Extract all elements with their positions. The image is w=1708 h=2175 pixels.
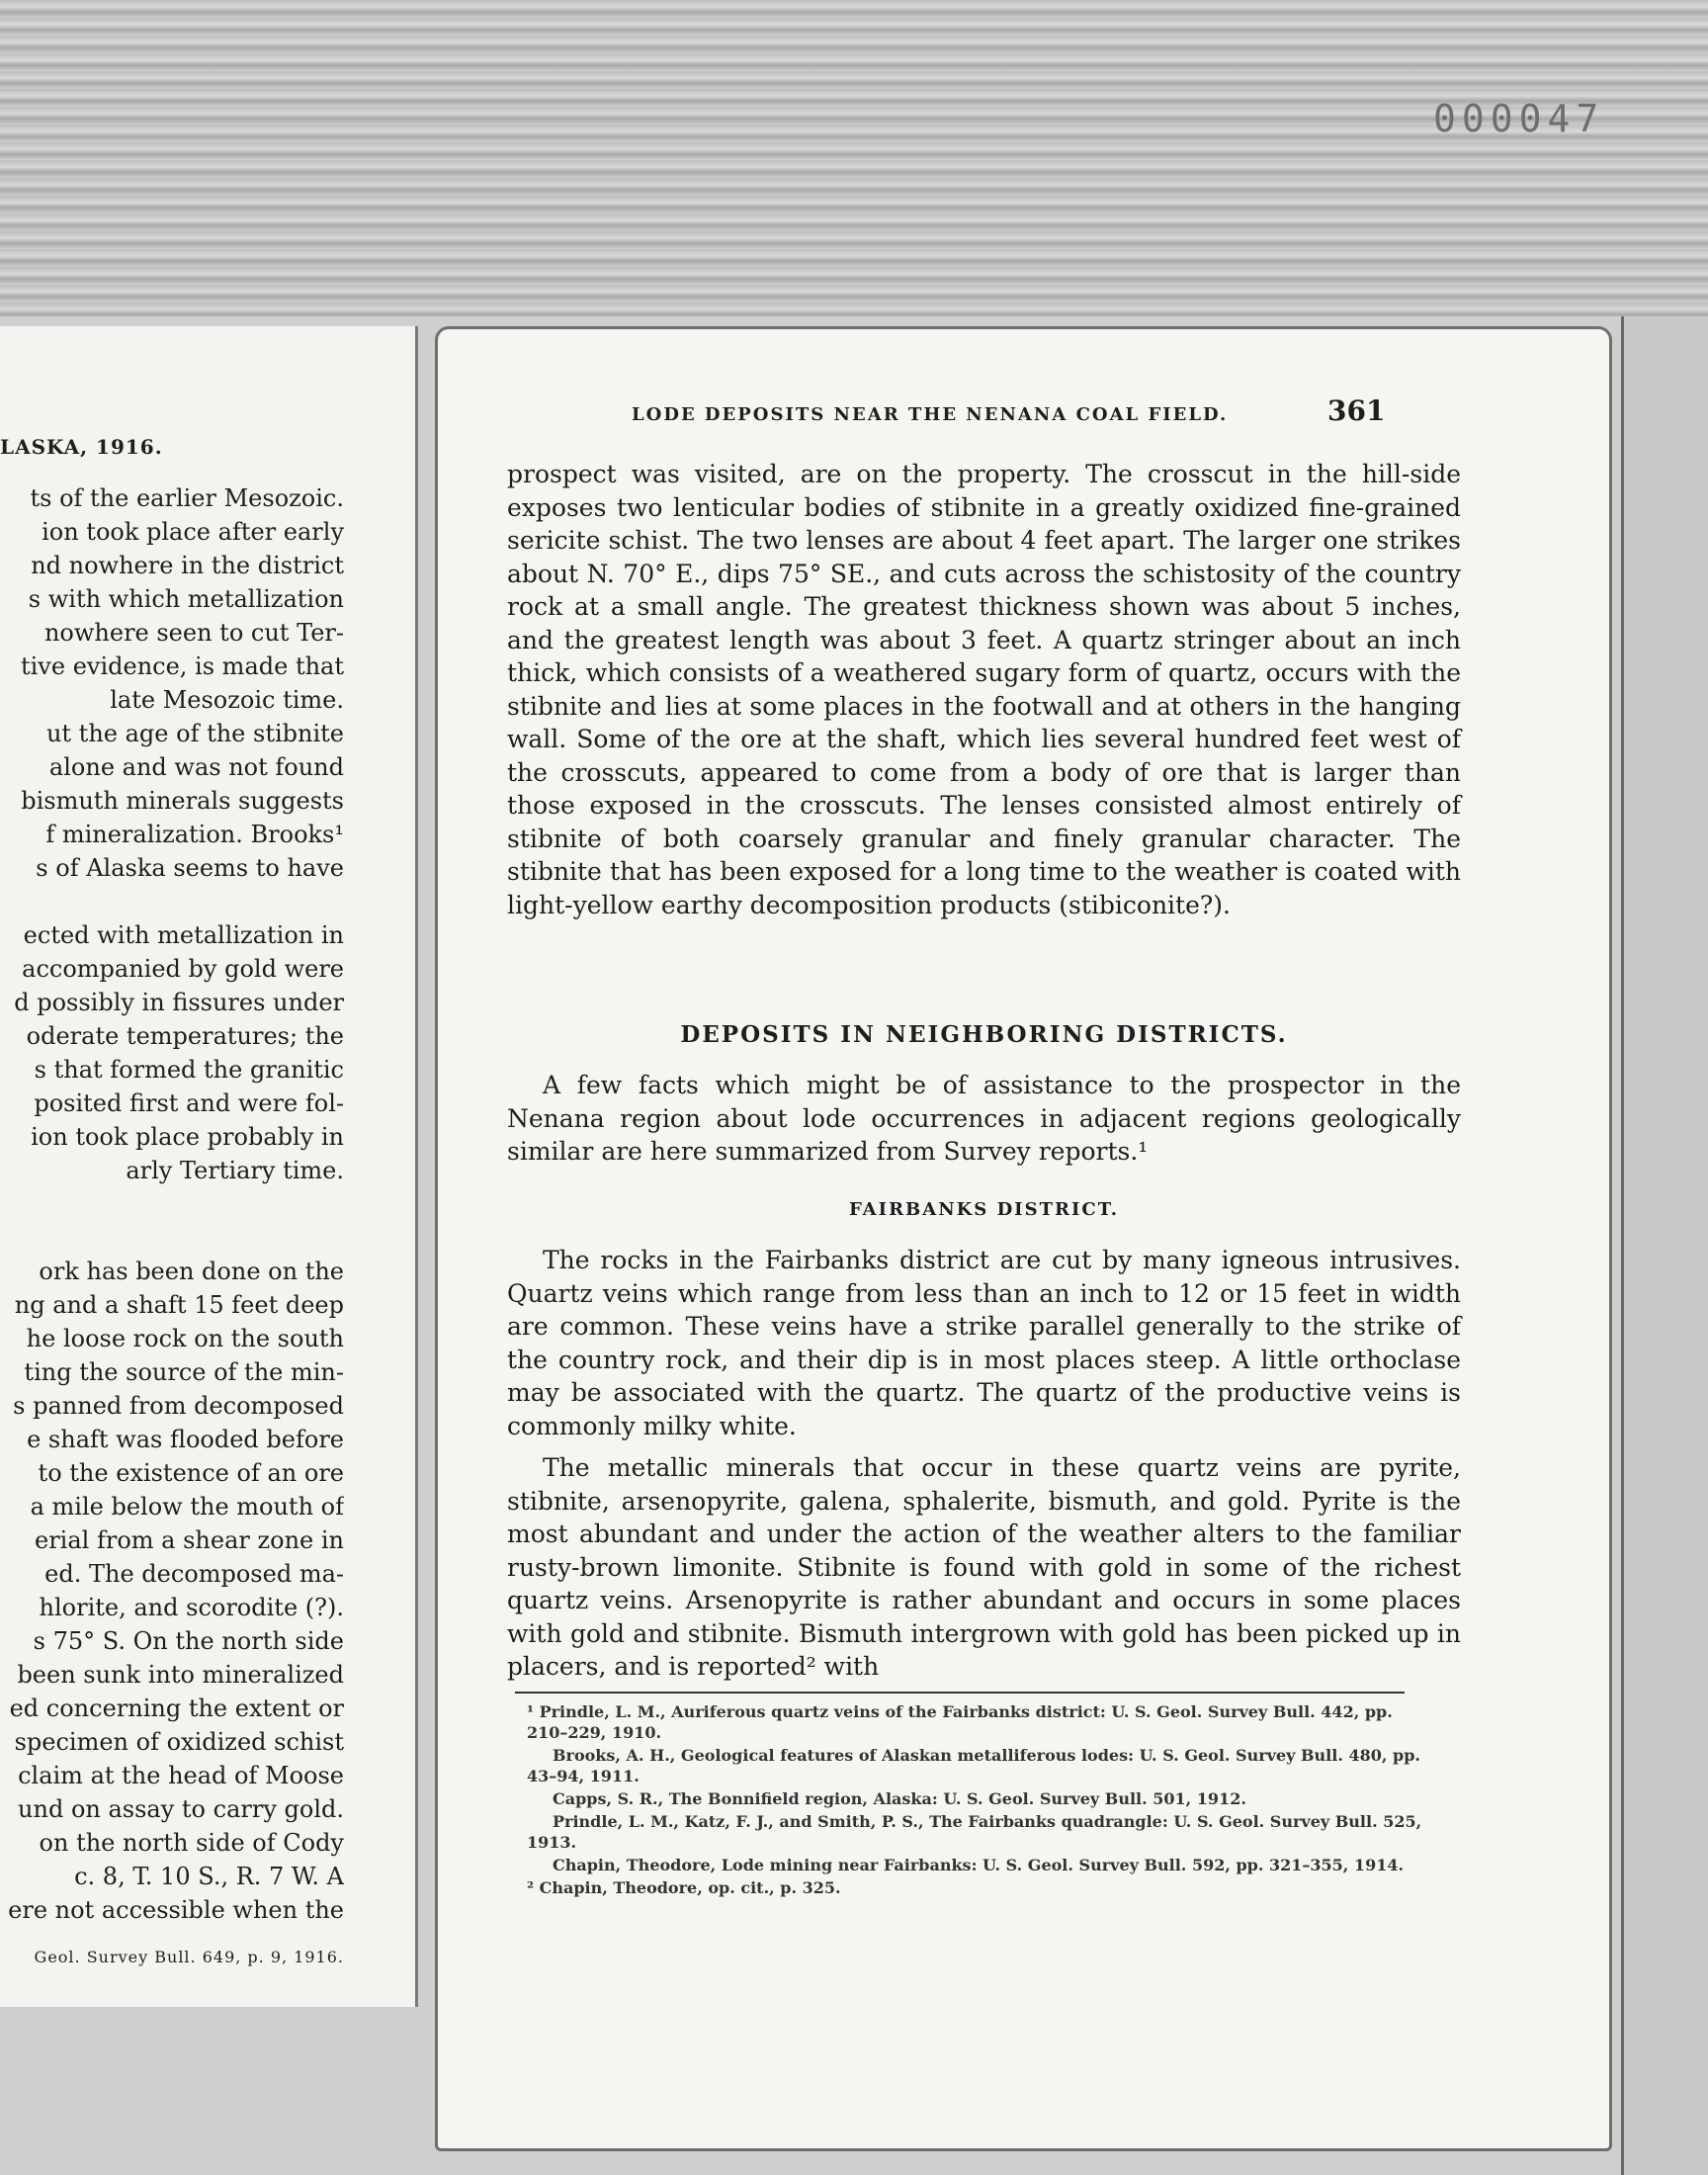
left-line: he loose rock on the south bbox=[26, 1325, 344, 1352]
left-line: ion took place probably in bbox=[31, 1123, 344, 1151]
left-line: ected with metallization in bbox=[23, 921, 344, 949]
footnotes bbox=[527, 1701, 1426, 1900]
paragraph-3-block bbox=[507, 1244, 1461, 1442]
footnote: ² Chapin, Theodore, op. cit., p. 325. bbox=[527, 1878, 841, 1897]
left-page bbox=[0, 326, 418, 2007]
left-line: s that formed the granitic bbox=[34, 1056, 344, 1084]
paragraph-2-block bbox=[507, 1069, 1461, 1169]
left-line: ork has been done on the bbox=[39, 1258, 344, 1285]
left-line: specimen of oxidized schist bbox=[14, 1728, 344, 1756]
footnote-rule bbox=[515, 1692, 1405, 1694]
subsection-heading: FAIRBANKS DISTRICT. bbox=[848, 1199, 1120, 1220]
left-line: been sunk into mineralized bbox=[17, 1661, 344, 1689]
paragraph-1-block bbox=[507, 458, 1461, 921]
footnote: Chapin, Theodore, Lode mining near Fairbanks: U. S. Geol. Survey Bull. 592, pp. 321–355, 1914. bbox=[553, 1856, 1405, 1874]
left-line: s 75° S. On the north side bbox=[33, 1627, 344, 1655]
left-line: on the north side of Cody bbox=[39, 1829, 344, 1857]
left-line: d possibly in fissures under bbox=[14, 989, 344, 1016]
left-line: s panned from decomposed bbox=[13, 1392, 344, 1420]
left-line: c. 8, T. 10 S., R. 7 W. A bbox=[74, 1863, 344, 1890]
left-line: to the existence of an ore bbox=[38, 1459, 344, 1487]
left-line: tive evidence, is made that bbox=[20, 652, 344, 680]
left-line: f mineralization. Brooks¹ bbox=[45, 821, 344, 848]
left-line: ting the source of the min- bbox=[24, 1358, 344, 1386]
footnote: Brooks, A. H., Geological features of Alaskan metalliferous lodes: U. S. Geol. Survey Bull. 480, pp. 43–94, 1911. bbox=[527, 1746, 1420, 1785]
left-line: bismuth minerals suggests bbox=[21, 787, 344, 815]
paragraph: The rocks in the Fairbanks district are cut by many igneous intrusives. Quartz veins which range from less than an inch to 12 or 15 feet in width are common. These veins have a strike parallel generally to the strike of the country rock, and their dip is in most places steep. A little orthoclase may be associated with the quartz. The quartz of the productive veins is commonly milky white. bbox=[507, 1246, 1461, 1440]
left-line: ed. The decomposed ma- bbox=[44, 1560, 344, 1588]
left-line: oderate temperatures; the bbox=[26, 1022, 344, 1050]
running-head: LODE DEPOSITS NEAR THE NENANA COAL FIELD. bbox=[632, 404, 1229, 425]
left-line: ts of the earlier Mesozoic. bbox=[30, 484, 344, 512]
footnote: Capps, S. R., The Bonnifield region, Alaska: U. S. Geol. Survey Bull. 501, 1912. bbox=[553, 1789, 1246, 1808]
left-line: late Mesozoic time. bbox=[110, 686, 344, 714]
left-line: e shaft was flooded before bbox=[27, 1426, 344, 1453]
footnote: Prindle, L. M., Katz, F. J., and Smith, P. S., The Fairbanks quadrangle: U. S. Geol. Survey Bull. 525, 1913. bbox=[527, 1812, 1422, 1852]
paragraph: The metallic minerals that occur in these quartz veins are pyrite, stibnite, arsenopyrite, galena, sphalerite, bismuth, and gold. Pyrite is the most abundant and under the action of the weather alters to the familiar rusty-brown limonite. Stibnite is found with gold in some of the richest quartz veins. Arsenopyrite is rather abundant and occurs in some places with gold and stibnite. Bismuth intergrown with gold has been picked up in placers, and is reported² with bbox=[507, 1453, 1461, 1681]
left-page-header: LASKA, 1916. bbox=[0, 435, 163, 459]
section-heading: DEPOSITS IN NEIGHBORING DISTRICTS. bbox=[680, 1021, 1288, 1048]
paragraph: prospect was visited, are on the property. The crosscut in the hill-side exposes two lenticular bodies of stibnite in a greatly oxidized fine-grained sericite schist. The two lenses are about 4 feet apart. The larger one strikes about N. 70° E., dips 75° SE., and cuts across the schistosity of the country rock at a small angle. The greatest thickness shown was about 5 inches, and the greatest length was about 3 feet. A quartz stringer about an inch thick, which consists of a weathered sugary form of quartz, occurs with the stibnite and lies at some places in the footwall and at others in the hanging wall. Some of the ore at the shaft, which lies several hundred feet west of the crosscuts, appeared to come from a body of ore that is larger than those exposed in the crosscuts. The lenses consisted almost entirely of stibnite of both coarsely granular and finely granular character. The stibnite that has been exposed for a long time to the weather is coated with light-yellow earthy decomposition products (stibiconite?). bbox=[507, 460, 1461, 919]
left-line: s with which metallization bbox=[28, 585, 344, 613]
paragraph-4-block bbox=[507, 1451, 1461, 1684]
left-line: accompanied by gold were bbox=[22, 955, 344, 983]
paragraph: A few facts which might be of assistance to the prospector in the Nenana region about lode occurrences in adjacent regions geologically similar are here summarized from Survey reports.¹ bbox=[507, 1071, 1461, 1166]
scan-background-right bbox=[1621, 316, 1708, 2175]
left-line: posited first and were fol- bbox=[34, 1089, 344, 1117]
left-line: ed concerning the extent or bbox=[9, 1695, 344, 1722]
footnote: ¹ Prindle, L. M., Auriferous quartz veins of the Fairbanks district: U. S. Geol. Survey Bull. 442, pp. 210–229, 1910. bbox=[527, 1702, 1393, 1742]
left-line: ut the age of the stibnite bbox=[45, 720, 344, 747]
left-line: a mile below the mouth of bbox=[30, 1493, 344, 1521]
page-number: 361 bbox=[1327, 394, 1386, 427]
left-page-footnote: Geol. Survey Bull. 649, p. 9, 1916. bbox=[34, 1948, 344, 1966]
left-line: arly Tertiary time. bbox=[126, 1157, 344, 1184]
left-line: claim at the head of Moose bbox=[18, 1762, 344, 1789]
left-line: und on assay to carry gold. bbox=[18, 1795, 344, 1823]
right-page bbox=[435, 326, 1612, 2151]
left-line: erial from a shear zone in bbox=[35, 1526, 344, 1554]
serial-number: 000047 bbox=[1433, 97, 1605, 140]
left-line: hlorite, and scorodite (?). bbox=[39, 1594, 344, 1621]
left-line: s of Alaska seems to have bbox=[36, 854, 344, 882]
left-line: ion took place after early bbox=[42, 518, 344, 546]
left-line: alone and was not found bbox=[48, 753, 344, 781]
scan-background-top bbox=[0, 0, 1708, 316]
left-line: ere not accessible when the bbox=[8, 1896, 344, 1924]
left-line: ng and a shaft 15 feet deep bbox=[14, 1291, 344, 1319]
left-line: nowhere seen to cut Ter- bbox=[43, 619, 344, 647]
left-line: nd nowhere in the district bbox=[31, 552, 344, 579]
